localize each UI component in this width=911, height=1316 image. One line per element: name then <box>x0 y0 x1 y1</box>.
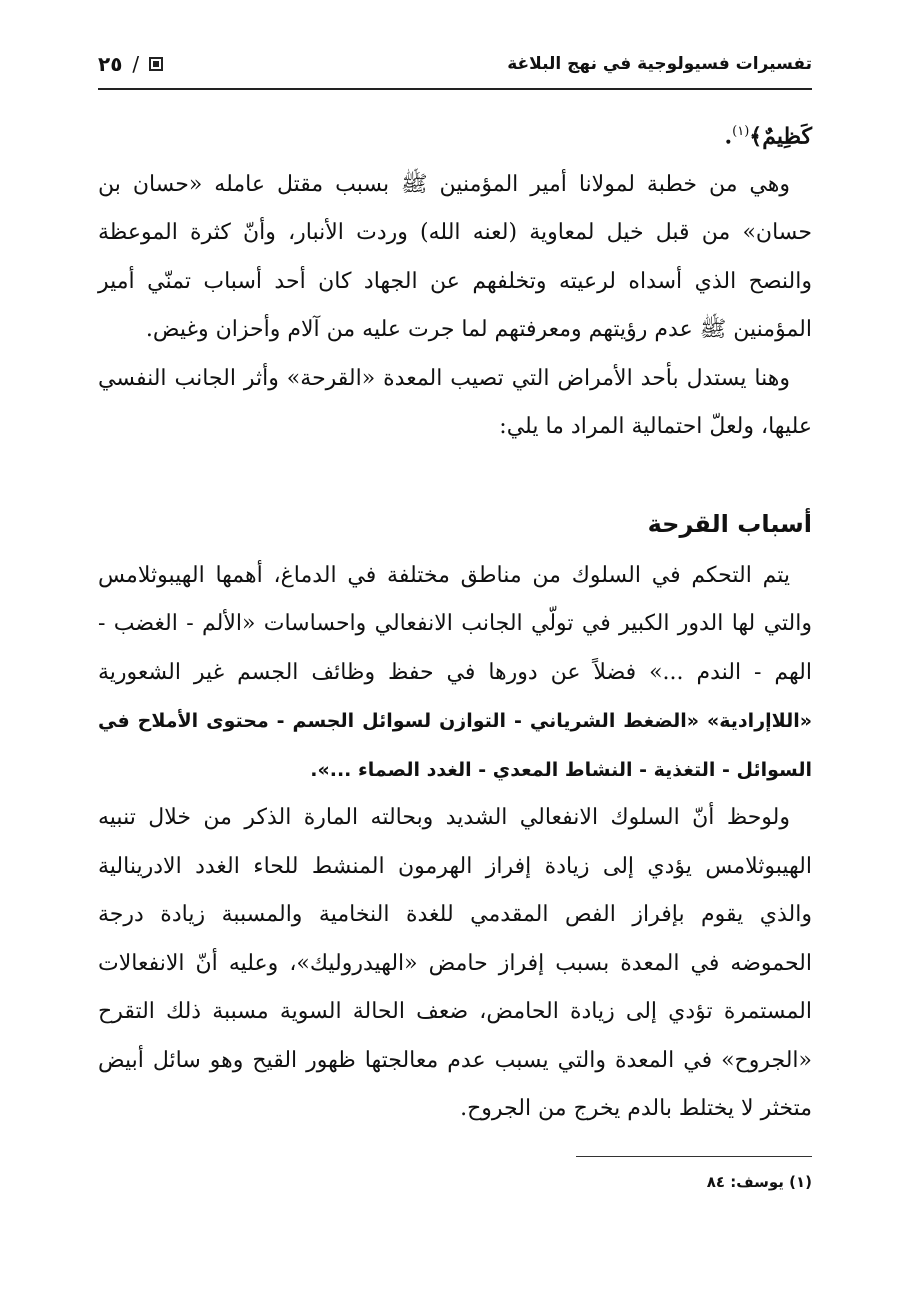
verse-text: كَظِيمٌ﴾ <box>749 123 812 150</box>
body-text <box>98 108 812 1134</box>
page-number: ٢٥ <box>98 52 123 76</box>
intro-paragraph-2: وهنا يستدل بأحد الأمراض التي تصيب المعدة «القرحة» وأثر الجانب النفسي عليها، ولعلّ احتمالية المراد ما يلي: <box>98 365 812 440</box>
section-heading: أسباب القرحة <box>647 509 812 538</box>
section-paragraph-1-bold: «اللاإرادية» «الضغط الشرياني - التوازن لسوائل الجسم - محتوى الأملاح في السوائل - التغذية - النشاط المعدي - الغدد الصماء ...». <box>98 710 812 781</box>
footnote-divider <box>576 1156 812 1157</box>
footnote: (١) يوسف: ٨٤ <box>706 1172 812 1191</box>
section-paragraph-1-text: يتم التحكم في السلوك من مناطق مختلفة في الدماغ، أهمها الهيبوثلامس والتي لها الدور الكبير في تولّي الجانب الانفعالي واحساسات «الألم - الغضب - الهم - الندم ...» فضلاً عن دورها في حفظ وظائف الجسم غير الشعورية <box>98 562 812 685</box>
verse-footnote-ref: (١) <box>732 124 750 139</box>
intro-paragraph-1: وهي من خطبة لمولانا أمير المؤمنين ﷺ بسبب مقتل عامله «حسان بن حسان» من قبل خيل لمعاوية (لعنه الله) وردت الأنبار، وأنّ كثرة الموعظة والنصح الذي أسداه لرعيته وتخلفهم عن الجهاد كان أحد أسباب تمنّي أمير المؤمنين ﷺ عدم رؤيتهم ومعرفتهم لما جرت عليه من آلام وأحزان وغيض. <box>98 171 812 343</box>
square-ornament-icon <box>149 57 163 71</box>
header-separator: / <box>132 52 140 76</box>
running-header <box>98 40 812 90</box>
section-paragraph-1 <box>98 552 812 795</box>
section-paragraph-2: ولوحظ أنّ السلوك الانفعالي الشديد وبحالته المارة الذكر من خلال تنبيه الهيبوثلامس يؤدي إلى زيادة إفراز الهرمون المنشط للحاء الغدد الادرينالية والذي يقوم بإفراز الفص المقدمي للغدة النخامية والمسببة زيادة درجة الحموضه في المعدة بسبب إفراز حامض «الهيدروليك»، وعليه أنّ الانفعالات المستمرة تؤدي إلى زيادة الحامض، ضعف الحالة السوية مسببة ذلك التقرح «الجروح» في المعدة والتي يسبب عدم معالجتها ظهور القيح وهو سائل أبيض متخثر لا يختلط بالدم يخرج من الجروح. <box>98 805 812 1122</box>
verse-ending <box>98 108 812 161</box>
header-title: تفسيرات فسيولوجية في نهج البلاغة <box>507 54 812 74</box>
page <box>98 40 812 1191</box>
verse-period: . <box>724 123 733 150</box>
header-page-number-group <box>98 52 163 76</box>
